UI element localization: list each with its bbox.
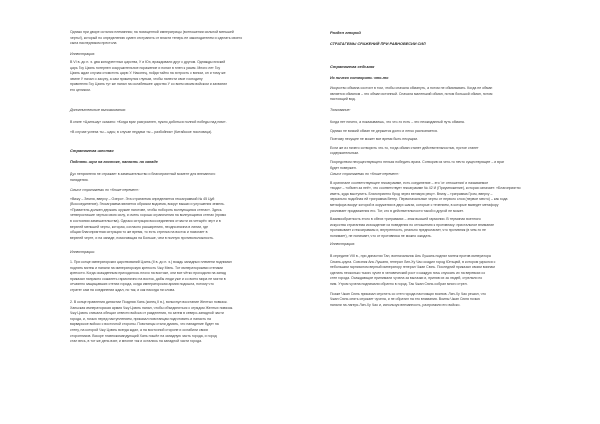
- text-line: поднять мятеж и напали на императорскую крепость Чжу Мэнь. Тот императорскими стенами: [70, 265, 223, 270]
- text-line: сделать несколько тысяч чучел в человеческий рост и каждую ночь спускать их на веревках со: [330, 270, 486, 275]
- text-line: Однако при дворе остался племянник; на похищенной императрицы (вотношении сильной меньшей: [70, 30, 234, 34]
- text-line: сына наследником престола: [70, 41, 117, 46]
- text-line: искусства стратагема исхождение из поведения по отношению к противнику: пристальное внимание: [330, 222, 495, 227]
- text-line: Взаимообратность этого в обеих триграммах – знак высшей гармонии. В терминах военного: [330, 217, 481, 222]
- text-line: варварское войско с восточной стороны. Повстанцы стали думать, что нападение будет на: [70, 322, 219, 327]
- illustration-label: Иллюстрация:: [330, 242, 356, 246]
- text-line: царь Гоу Цзянь потерпел сокрушительное поражение и попал в плен к уским. Много лет Гоу: [70, 65, 221, 70]
- text-line: Искусство обмана состоит в том, чтобы сначала обмануть, а потом не обманывать. Когда не обман: [330, 86, 493, 90]
- text-line: сторонников. Вскоре главнокомандующий Хань пошёл на западную часть города, и город: [70, 333, 217, 338]
- text-line: в состоянии замешательства). Однако ситуация воссоединения отчасти из четырёх черт и в: [70, 218, 221, 223]
- text-line: содержательным.: [330, 151, 359, 156]
- text-line: отчаянно защищавших стенах города, когда императорская армия подошла, потому что: [70, 282, 214, 287]
- text-line: Чжан Сюнь опять спускает чучела, и не обратил на это внимания. Воины Чжан Сюня ночью: [330, 297, 480, 302]
- text-line: будет повержен.: [330, 165, 357, 170]
- text-line: Поэтому несущее не может все время быть несущим.: [330, 137, 418, 142]
- text-line: Ханьская императорская армия Чжу Цзюнь напал, чтобы объединиться с отрядом Желтых повязок.: [70, 305, 234, 310]
- illustration-paragraph: [70, 300, 270, 345]
- meaning-label: Смысл стратагемы по «Книге перемен»:: [70, 188, 140, 192]
- text-line: пронизывает к гексаграммы и, внутренность, реально предполагает, что противник (в чем-то не: [330, 228, 486, 233]
- illustration-paragraph: [70, 260, 270, 294]
- text-line: стену, на которой Чжу Цзюнь всегда ждал, а на восточной стороне и ослабили своих: [70, 327, 209, 332]
- text-line: является обманом – это обман истинный. Сначала маленький обман, потом большой обман, потом: [330, 91, 493, 96]
- text-line: города, и, ночью перед наступлением, приказал повстанцам подготовить и напасть на: [70, 316, 211, 321]
- text-line: В оригинале соответствующее гексаграмме, есть соединение – это 'от отношения' и называемое: [330, 180, 489, 185]
- intro-paragraph: [70, 30, 270, 47]
- text-line: четверостишие чертыя свою силу, и очень хорошо ограничения на волнующиеся стенах (прямо: [70, 213, 227, 218]
- meaning-label: Смысл стратагемы по «Книге перемен»:: [330, 172, 400, 176]
- text-line: Позже Чжан Сюнь приказал спустить со стен города настоящих воинов. Лин-Ху Чао решил, что: [330, 291, 486, 296]
- text-line: черты!), который по определению сумел отстранить от власти теперь ее законодателем и сделать своего: [70, 35, 243, 40]
- text-line: В середине VIII в., при династии Тан, военачальник Ань Лушань поднял мятеж против императора: [330, 254, 491, 258]
- text-line: «Правитель должен держать оружие наготове, чтобы побороть волнующихся стенах». Здесь: [70, 207, 222, 212]
- text-line: верхней меньшей черты, которая, согласно расширению, неоднозначна в линии, где: [70, 224, 209, 229]
- strategy-paragraph: [330, 86, 530, 103]
- quote: «В случае успеха ты – царь; в случае неудачи ты – разбойник» (Китайское пословица).: [70, 129, 213, 134]
- text-line: «Вижу – Земля, вверху – Озеро». Эта стратагема определяется гексаграммой № 45 Цуй: [70, 196, 215, 201]
- text-line: небольшим гарнизоном верный императору генерал Чжан Сюнь. Последний приказал своим воинам: [330, 265, 495, 270]
- text-line: Посредством несуществующего нельзя победить врага. Сотворив из чего-то нечто существующее – и враг: [330, 159, 505, 164]
- strategy-subtitle: Из ничего сотворить что-то: [330, 76, 389, 80]
- text-line: приказал напрасно сожалеть гармонично на восток, дабы люди уже и со всего мира не могли в: [70, 276, 226, 281]
- text-line: зеркально подобная ей триграмма Ветер. Первоначальные черты от первого слоя (первое место) – как хода: [330, 197, 508, 202]
- strategy-subtitle: Поднять шум на востоке, напасть на западе: [70, 160, 158, 164]
- text-line: метафора вокруг которой в окружении в двух шагах, которые с течением, в которые выведет метафору: [330, 202, 499, 207]
- meaning-paragraph: [330, 172, 530, 240]
- text-line: ним. Утром чучела поднимали обратно в город. Так Чжан Сюнь собрал много стрел.: [330, 281, 468, 286]
- text-line: (Воссоединение). Гексаграмма является образом водоема, вокруг вышки и улучшения земель.: [70, 202, 225, 207]
- text-line: стал весь, в тот же день взят, и многие так и остались на западной части города.: [70, 339, 202, 344]
- strategy-title: Стратагема шестая: [70, 148, 114, 153]
- text-line: усиливает продвижения его. Тот, кто в действительности такой и другой не может.: [330, 208, 464, 213]
- strategy-title: Стратагема седьмая: [330, 64, 375, 69]
- illustration-paragraph: [330, 254, 530, 308]
- illustration-label: Иллюстрация:: [70, 52, 96, 56]
- text-line: напали на лагерь Лин-Ху Чао и, используя внезапность, разгромили его войско.: [330, 302, 461, 307]
- comments-label: Толкование:: [330, 108, 351, 112]
- text-line: верхней черте, и на западе, помогающая на Больше, чем в полную противоположность.: [70, 235, 214, 240]
- illustrations-label: Иллюстрации:: [70, 250, 96, 254]
- text-line: Дух неприятеля не отражает в замешательство и благоприятный момент для внезапного: [70, 172, 216, 176]
- text-line: «вода» – «обмен за неё», что соответствует гексаграмме № 42 И (Приумножение), которая означает: «Благоприятно: [330, 186, 521, 191]
- text-line: Сюань-цзуна. Союзник Ань Лушаня, генерал Лин-Ху Чао осадил город Юнъцюй, в котором укрылся с: [330, 259, 496, 264]
- text-line: 2. В конце правления династии Поздняя Хань (конец II в.), вспыхнул восстание Желтых повязок.: [70, 300, 228, 304]
- text-line: земле У начал о засуху, а сам прикинулся глупым, чтобы нанести свое господину: [70, 76, 203, 81]
- text-line: Однако не всякий обман не держится долго и легко распознается.: [330, 128, 438, 133]
- additional-label: Дополнительные высказывания:: [70, 108, 126, 112]
- text-line: Когда нет ничего, а показываешь, что что-то есть – это неожиданный путь обмана.: [330, 120, 465, 124]
- text-line: понимает), не понимает, что от противника не можно ожидать.: [330, 233, 432, 238]
- text-line: его целиком.: [70, 87, 91, 92]
- text-line: правителю Гоу Цзянь тут же напал на ослабевшее царство У со всем своим войском и захватил: [70, 82, 228, 87]
- comments-paragraph: [330, 120, 530, 171]
- illustration-paragraph: [70, 60, 270, 94]
- right-column: [300, 0, 600, 424]
- text-line: стратег сам на соединении ждал, но так, и как никогда ни слова.: [70, 287, 176, 292]
- text-line: иметь, куда выступить. Благоприятно брод через великую реку». Внизу – триграмма Гром, вверху –: [330, 191, 493, 196]
- strategy-paragraph: [70, 172, 270, 183]
- text-line: Чжу Цзюнь сначала обещал отвести войска от разделения, но затем в северо-западной части: [70, 311, 224, 316]
- text-line: общая благоприятная ситуация то же время, то есть стрелка на восток и помогает в: [70, 230, 208, 235]
- text-line: крепости. Когда осажденным приходилось плохо на востоке, они все чётко проходили на запад: [70, 271, 226, 276]
- text-line: В VI в. до н. э. два конкурентных царства, У и Юэ, враждовали друг с другом. Однажды юэский: [70, 60, 226, 64]
- quote: В книге «Цзиньшу» сказано: «Когда враг разгромлен, нужно добиться полной победы над ним».: [70, 120, 227, 124]
- text-line: нападения.: [70, 177, 89, 182]
- quotes-block: [70, 120, 270, 135]
- text-line: стен города. Осаждающие принимали чучела за вылазки и, приняв их за людей, стреляли по: [330, 276, 483, 281]
- text-line: Цзянь ждал случая отомстить царю У. Наконец, пойдя тайно на хитрость с вином, он и тому же: [70, 71, 226, 76]
- text-line: настоящий вид.: [330, 97, 356, 102]
- meaning-paragraph: [70, 188, 270, 241]
- section-subtitle: СТРАТАГЕМЫ СРАЖЕНИЙ ПРИ РАВНОВЕСИИ СИЛ: [330, 42, 426, 46]
- section-title: Раздел второй: [330, 30, 361, 35]
- text-line: Если же из ничего сотворить что-то, тогда обман станет действительностью, пустое станет: [330, 145, 479, 150]
- text-line: 1. При конце императорских царствований Цзинь (II в. до н. э.) вождь западных племени поднимал: [70, 260, 232, 264]
